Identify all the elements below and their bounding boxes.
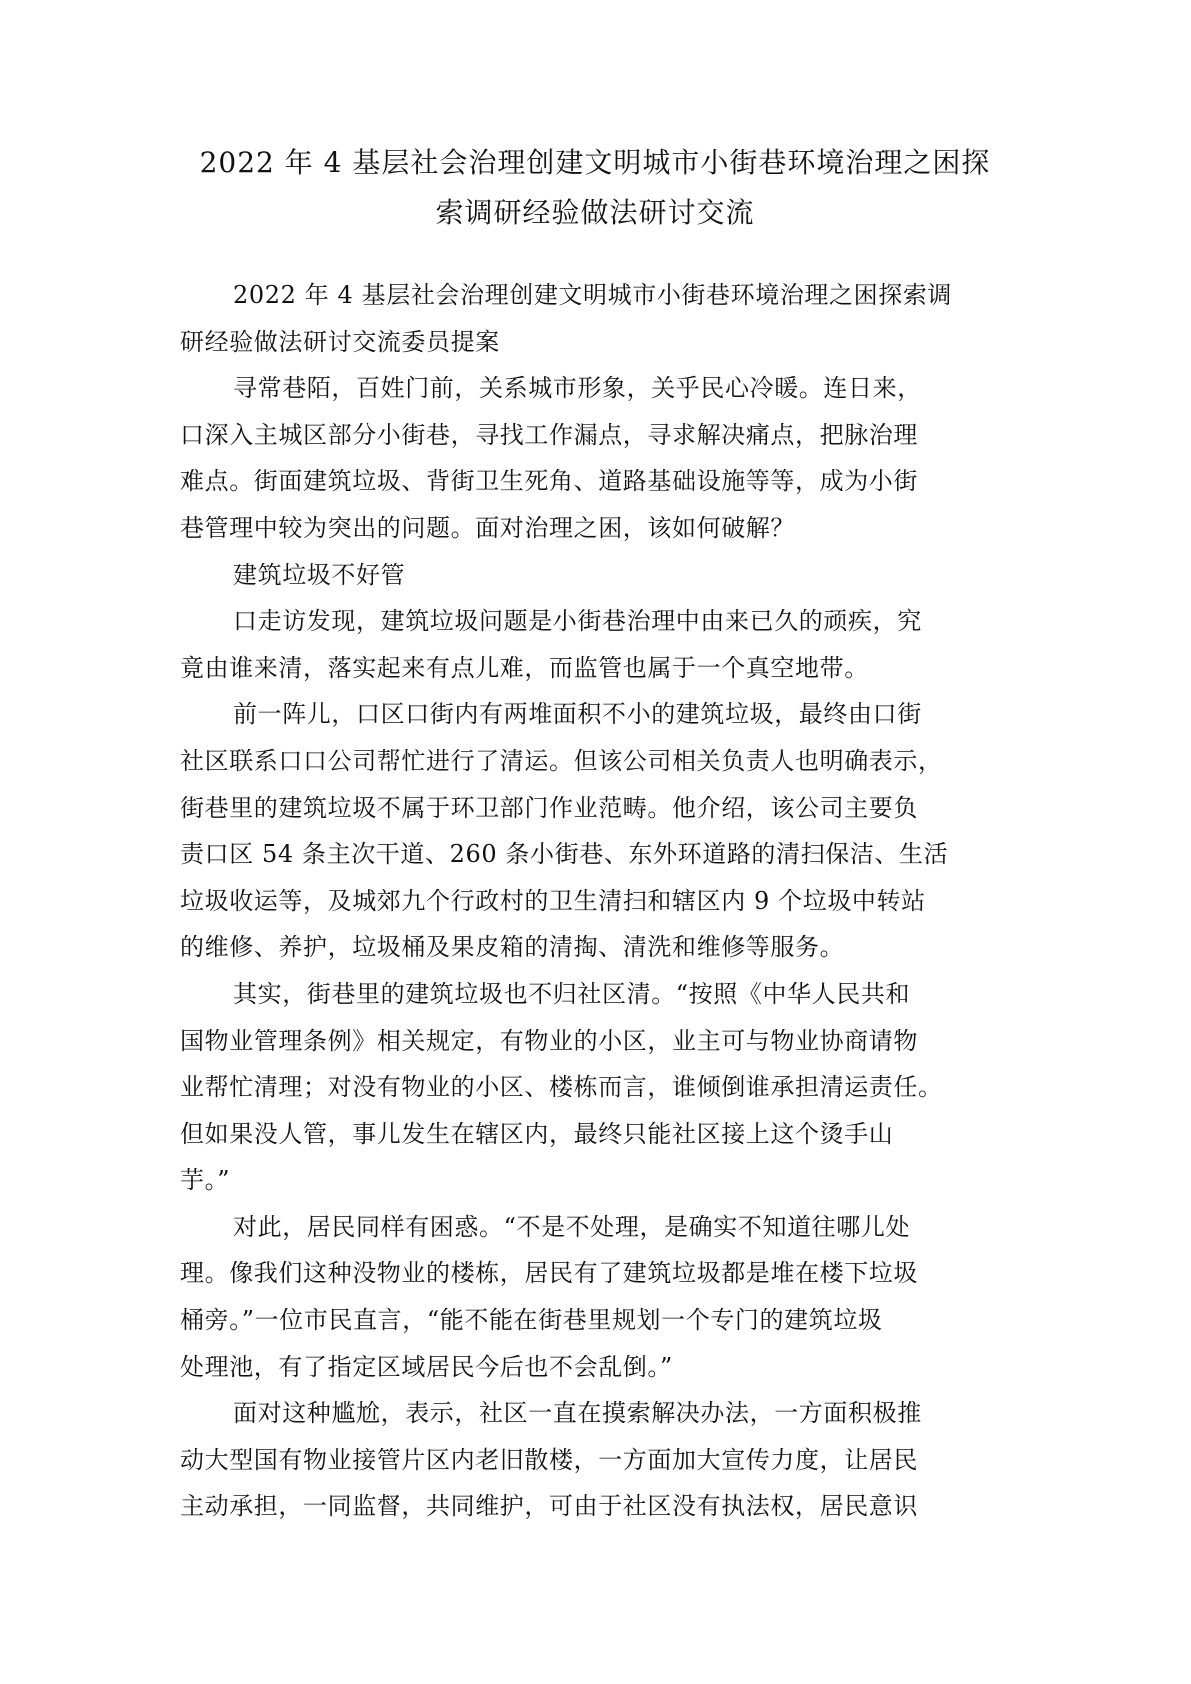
paragraph [180, 552, 1010, 599]
paragraph-line: 研经验做法研讨交流委员提案 [180, 327, 500, 356]
paragraph-line: 街巷里的建筑垃圾不属于环卫部门作业范畴。他介绍，该公司主要负 [180, 793, 918, 822]
paragraph-line: 前一阵儿，口区口街内有两堆面积不小的建筑垃圾，最终由口街 [233, 700, 922, 729]
paragraph-line: 社区联系口口公司帮忙进行了清运。但该公司相关负责人也明确表示， [180, 746, 943, 775]
title-line-1: 2022 年 4 基层社会治理创建文明城市小街巷环境治理之困探 [199, 146, 991, 179]
paragraph-line: 面对这种尴尬，表示，社区一直在摸索解决办法，一方面积极推 [233, 1399, 922, 1428]
paragraph [180, 598, 1010, 691]
paragraph-line: 主动承担，一同监督，共同维护，可由于社区没有执法权，居民意识 [180, 1492, 918, 1521]
paragraph-line: 桶旁。”一位市民直言，“能不能在街巷里规划一个专门的建筑垃圾 [180, 1306, 883, 1335]
paragraph-line: 建筑垃圾不好管 [233, 560, 406, 589]
paragraph-line: 垃圾收运等，及城郊九个行政村的卫生清扫和辖区内 9 个垃圾中转站 [180, 886, 926, 915]
paragraph [180, 971, 1010, 1204]
document-title [180, 138, 1010, 238]
paragraph-line: 芋。” [180, 1166, 231, 1195]
paragraph [180, 272, 1010, 365]
paragraph [180, 365, 1010, 551]
paragraph-line: 难点。街面建筑垃圾、背街卫生死角、道路基础设施等等，成为小街 [180, 467, 918, 496]
paragraph-line: 其实，街巷里的建筑垃圾也不归社区清。“按照《中华人民共和 [233, 979, 911, 1008]
paragraph-line: 口深入主城区部分小街巷，寻找工作漏点，寻求解决痛点，把脉治理 [180, 420, 918, 449]
document-body [180, 272, 1010, 1530]
paragraph-line: 理。像我们这种没物业的楼栋，居民有了建筑垃圾都是堆在楼下垃圾 [180, 1259, 918, 1288]
paragraph-line: 的维修、养护，垃圾桶及果皮箱的清掏、清洗和维修等服务。 [180, 933, 845, 962]
paragraph [180, 691, 1010, 971]
paragraph-line: 责口区 54 条主次干道、260 条小街巷、东外环道路的清扫保洁、生活 [180, 840, 949, 869]
paragraph-line: 处理池，有了指定区域居民今后也不会乱倒。” [180, 1352, 673, 1381]
title-line-2: 索调研经验做法研讨交流 [435, 196, 755, 229]
paragraph-line: 寻常巷陌，百姓门前，关系城市形象，关乎民心冷暖。连日来， [233, 374, 922, 403]
paragraph-line: 竟由谁来清，落实起来有点儿难，而监管也属于一个真空地带。 [180, 653, 869, 682]
paragraph-line: 巷管理中较为突出的问题。面对治理之困，该如何破解？ [180, 513, 795, 542]
paragraph-line: 业帮忙清理；对没有物业的小区、楼栋而言，谁倾倒谁承担清运责任。 [180, 1073, 943, 1102]
paragraph-line: 但如果没人管，事儿发生在辖区内，最终只能社区接上这个烫手山 [180, 1119, 894, 1148]
paragraph [180, 1390, 1010, 1530]
paragraph-line: 国物业管理条例》相关规定，有物业的小区，业主可与物业协商请物 [180, 1026, 918, 1055]
paragraph-line: 动大型国有物业接管片区内老旧散楼，一方面加大宣传力度，让居民 [180, 1445, 918, 1474]
paragraph-line: 2022 年 4 基层社会治理创建文明城市小街巷环境治理之困探索调 [233, 281, 953, 309]
paragraph-line: 对此，居民同样有困惑。“不是不处理，是确实不知道往哪儿处 [233, 1212, 911, 1241]
paragraph-line: 口走访发现，建筑垃圾问题是小街巷治理中由来已久的顽疾，究 [233, 607, 922, 636]
paragraph [180, 1204, 1010, 1390]
